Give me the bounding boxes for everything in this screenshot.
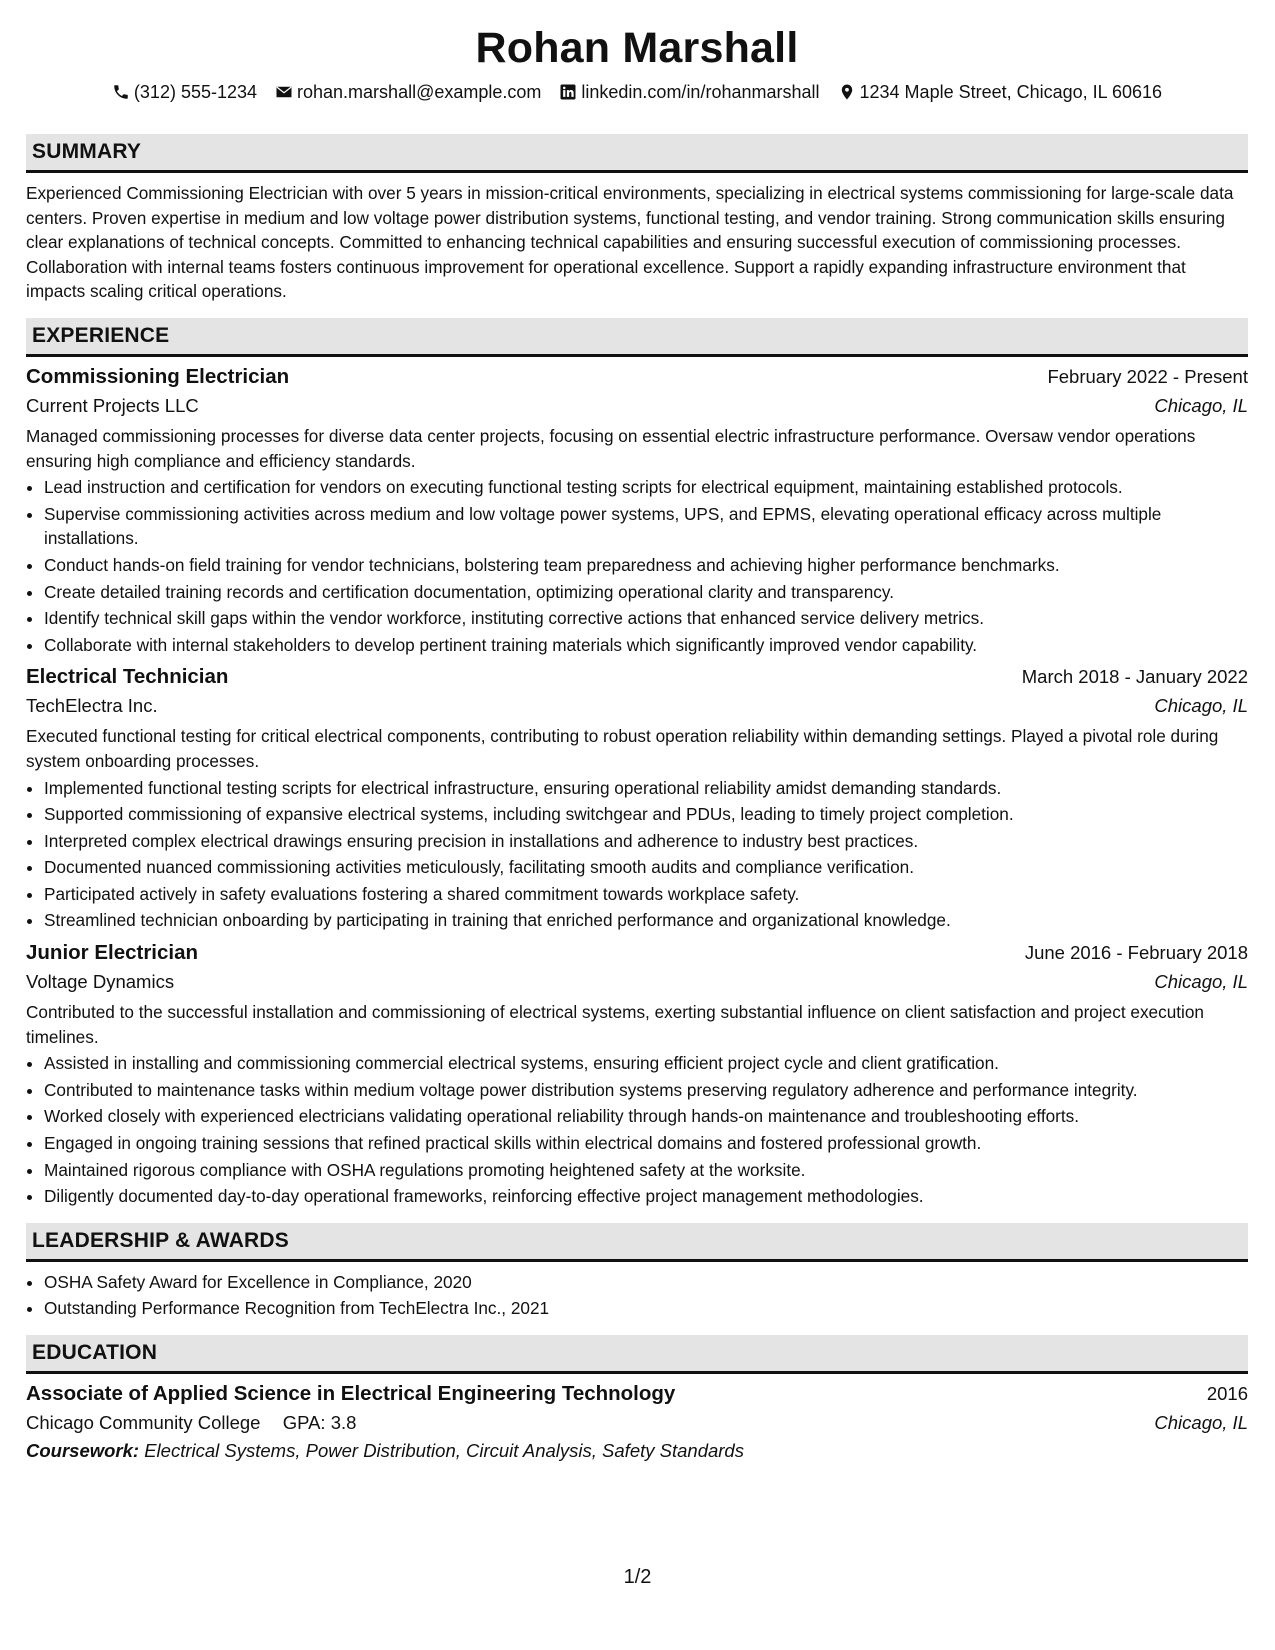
list-item: • Conduct hands-on field training for vendor technicians, bolstering team preparedness and achieving higher performance benchmarks. — [44, 553, 1248, 578]
list-item: • Streamlined technician onboarding by participating in training that enriched performance and organizational knowledge. — [44, 908, 1248, 933]
job-entry — [26, 941, 1248, 1209]
awards-heading: LEADERSHIP & AWARDS — [26, 1223, 1248, 1262]
page-number: 1/2 — [623, 1566, 652, 1588]
list-item: • Outstanding Performance Recognition from TechElectra Inc., 2021 — [44, 1296, 1248, 1321]
contact-address — [838, 80, 1163, 104]
list-item: • Collaborate with internal stakeholders to develop pertinent training materials which significantly improved vendor capability. — [44, 633, 1248, 658]
experience-heading: EXPERIENCE — [26, 318, 1248, 357]
job-entry — [26, 365, 1248, 657]
education-entry — [26, 1382, 1248, 1462]
job-title: Commissioning Electrician — [26, 364, 290, 388]
summary-heading: SUMMARY — [26, 134, 1248, 173]
education-heading: EDUCATION — [26, 1335, 1248, 1374]
job-title: Junior Electrician — [26, 941, 199, 965]
candidate-name: Rohan Marshall — [475, 24, 799, 72]
job-bullets — [26, 475, 1248, 657]
phone-icon — [112, 83, 130, 101]
map-marker-icon — [838, 83, 856, 101]
job-company: Current Projects LLC — [26, 394, 199, 416]
list-item: • Contributed to maintenance tasks within medium voltage power distribution systems preserving regulatory adherence and performance integrity. — [44, 1078, 1248, 1103]
list-item: • Interpreted complex electrical drawings ensuring precision in installations and adherence to industry best practices. — [44, 829, 1248, 854]
list-item: • Assisted in installing and commissioning commercial electrical systems, ensuring efficient project cycle and client gratification. — [44, 1051, 1248, 1076]
contact-phone — [112, 80, 257, 104]
awards-list — [26, 1270, 1248, 1321]
job-dates: March 2018 - January 2022 — [1021, 666, 1248, 688]
summary-text: Experienced Commissioning Electrician with over 5 years in mission-critical environments, specializing in electrical systems commissioning for large-scale data centers. Proven expertise in medium and low voltage power distribution systems, functional testing, and vendor training. Strong communication skills ensuring clear explanations of technical concepts. Committed to enhancing technical capabilities and ensuring successful execution of commissioning processes. Collaboration with internal teams fosters continuous improvement for operational excellence. Support a rapidly expanding infrastructure environment that impacts scaling critical operations. — [26, 183, 1234, 302]
address-text: 1234 Maple Street, Chicago, IL 60616 — [859, 82, 1163, 102]
coursework-label: Coursework: — [26, 1440, 140, 1461]
job-bullets — [26, 776, 1248, 934]
coursework — [26, 1440, 1248, 1462]
job-description: Contributed to the successful installation and commissioning of electrical systems, exerting substantial influence on client satisfaction and project execution timelines. — [26, 1002, 1204, 1047]
job-location: Chicago, IL — [1154, 394, 1248, 416]
list-item: • Identify technical skill gaps within the vendor workforce, instituting corrective actions that enhanced service delivery metrics. — [44, 606, 1248, 631]
list-item: • Maintained rigorous compliance with OSHA regulations promoting heightened safety at the worksite. — [44, 1158, 1248, 1183]
contact-email[interactable] — [275, 80, 541, 104]
job-location: Chicago, IL — [1154, 971, 1248, 993]
school-location: Chicago, IL — [1154, 1412, 1248, 1433]
phone-text: (312) 555-1234 — [133, 82, 258, 102]
list-item: • Participated actively in safety evaluations fostering a shared commitment towards workplace safety. — [44, 882, 1248, 907]
degree-title: Associate of Applied Science in Electrical Engineering Technology — [26, 1382, 676, 1405]
job-dates: February 2022 - Present — [1047, 365, 1248, 387]
resume-page — [26, 0, 1248, 1462]
list-item: • Diligently documented day-to-day operational frameworks, reinforcing effective project management methodologies. — [44, 1184, 1248, 1209]
job-description: Managed commissioning processes for diverse data center projects, focusing on essential electric infrastructure performance. Oversaw vendor operations ensuring high compliance and efficiency standards. — [26, 425, 1196, 471]
list-item: • Documented nuanced commissioning activities meticulously, facilitating smooth audits and compliance verification. — [44, 855, 1248, 880]
job-bullets — [26, 1051, 1248, 1209]
contact-linkedin[interactable] — [559, 80, 819, 104]
job-entry — [26, 665, 1248, 933]
job-company: TechElectra Inc. — [26, 695, 158, 717]
graduation-year: 2016 — [1206, 1383, 1248, 1404]
job-title: Electrical Technician — [26, 665, 229, 689]
list-item: • Supervise commissioning activities across medium and low voltage power systems, UPS, and EPMS, elevating operational efficacy across multiple installations. — [44, 502, 1248, 551]
contact-bar — [26, 80, 1248, 104]
list-item: • Supported commissioning of expansive electrical systems, including switchgear and PDUs, leading to timely project completion. — [44, 802, 1248, 827]
school-line — [26, 1412, 356, 1434]
email-link[interactable]: rohan.marshall@example.com — [297, 82, 542, 102]
list-item: • Engaged in ongoing training sessions that refined practical skills within electrical domains and fostered professional growth. — [44, 1131, 1248, 1156]
job-dates: June 2016 - February 2018 — [1024, 942, 1248, 964]
linkedin-link[interactable]: linkedin.com/in/rohanmarshall — [581, 82, 820, 102]
job-description: Executed functional testing for critical electrical components, contributing to robust operation reliability within demanding settings. Played a pivotal role during system onboarding processes. — [26, 726, 1219, 771]
linkedin-icon — [559, 83, 577, 101]
envelope-icon — [275, 83, 293, 101]
list-item: • Worked closely with experienced electricians validating operational reliability through hands-on maintenance and troubleshooting efforts. — [44, 1104, 1248, 1129]
job-location: Chicago, IL — [1154, 695, 1248, 717]
job-company: Voltage Dynamics — [26, 971, 175, 993]
list-item: • Implemented functional testing scripts for electrical infrastructure, ensuring operational reliability amidst demanding standards. — [44, 776, 1248, 801]
list-item: • Lead instruction and certification for vendors on executing functional testing scripts for electrical equipment, maintaining established protocols. — [44, 475, 1248, 500]
coursework-list: Electrical Systems, Power Distribution, Circuit Analysis, Safety Standards — [144, 1440, 744, 1461]
school-name: Chicago Community College — [26, 1412, 261, 1433]
gpa: GPA: 3.8 — [282, 1412, 357, 1433]
list-item: • OSHA Safety Award for Excellence in Compliance, 2020 — [44, 1270, 1248, 1295]
list-item: • Create detailed training records and certification documentation, optimizing operational clarity and transparency. — [44, 580, 1248, 605]
